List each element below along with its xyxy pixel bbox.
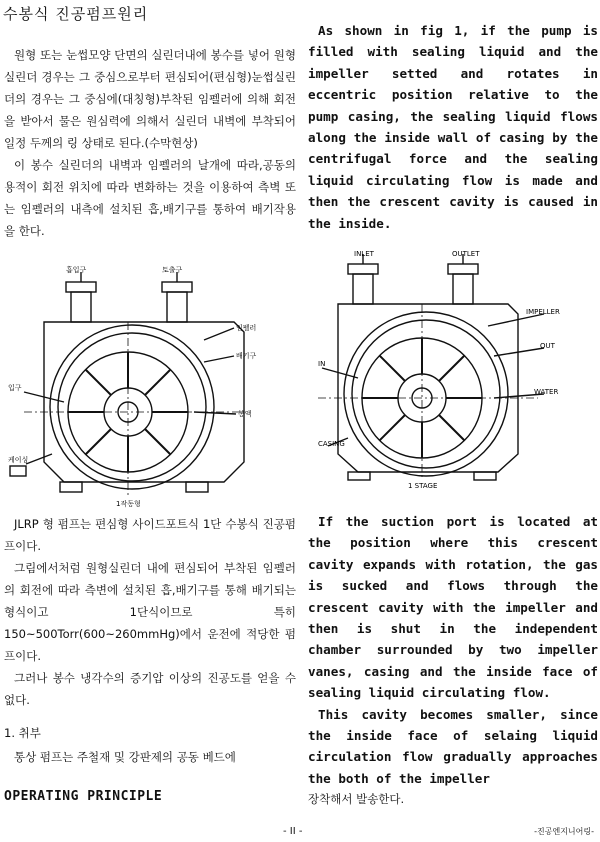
- left-fig-label-impeller: 임펠러: [236, 324, 257, 332]
- left-fig-label-exhaust: 배기구: [236, 352, 257, 360]
- right-fig-label-out: OUT: [540, 342, 555, 350]
- right-fig-label-in: IN: [318, 360, 326, 368]
- left-paragraph-6: 통상 펌프는 주철재 및 강판제의 공동 베드에: [14, 750, 236, 764]
- section-heading-mounting: 1. 취부: [4, 726, 41, 740]
- left-fig-label-outlet: 토출구: [162, 266, 183, 274]
- left-paragraph-5: 그러나 봉수 냉각수의 증기압 이상의 진공도를 얻을 수 없다.: [4, 671, 296, 707]
- page-title: 수봉식 진공펌프원리: [3, 5, 149, 23]
- left-fig-caption: 1작동형: [116, 500, 141, 508]
- right-paragraph-1: As shown in fig 1, if the pump is filled with sealing liquid and the impeller setted and rotates in eccentric position relative to the pump casing, the sealing liquid flows along the inside wall of casing by the centrifugal force and the sealing liquid circulating flow is made and then the crescent cavity is caused in the inside.: [308, 23, 598, 231]
- footer-page-number: - II -: [283, 826, 303, 837]
- right-paragraph-2: If the suction port is located at the position where this crescent cavity expands with rotation, the gas is sucked and flows through the crescent cavity with the impeller and then is shut in the independent chamber surrounded by two impeller vanes, casing and the inside face of sealing liquid circulating flow.: [308, 514, 598, 701]
- right-fig-caption: 1 STAGE: [408, 482, 438, 490]
- right-fig-label-water: WATER: [534, 388, 559, 396]
- left-pump-diagram: [4, 262, 296, 512]
- left-paragraph-1: 원형 또는 눈썹모양 단면의 실린더내에 봉수를 넣어 원형실린더 경우는 그 중심으로부터 편심되어(편심형)눈썹실린더의 경우는 그 중심에(대칭형)부착된 임펠러에 의해 회전을 받아서 물은 원심력에 의해서 실린더 내벽에 부착되어 일정 두께의 링 상태로 된다.(수막현상): [4, 48, 296, 150]
- right-lower-text: [308, 511, 598, 811]
- right-paragraph-3: This cavity becomes smaller, since the inside face of selaing liquid circulation flow gradually approaches the both of the impeller: [308, 706, 598, 786]
- right-intro-text: [308, 20, 598, 234]
- left-fig-label-inlet: 흡입구: [66, 266, 87, 274]
- left-intro-text: [4, 44, 296, 242]
- right-fig-label-impeller: IMPELLER: [526, 308, 560, 316]
- right-fig-label-casing: CASING: [318, 440, 345, 448]
- left-paragraph-4: 그림에서처럼 원형실린더 내에 편심되어 부착된 임펠러의 회전에 따라 측변에 설치된 흡,배기구를 통해 배기되는 형식이고 1단식이므로 특히 150~500Torr(600~260mmHg)에서 운전에 적당한 펌프이다.: [4, 561, 296, 663]
- left-fig-label-casing: 케이싱: [8, 456, 29, 464]
- heading-operating-principle: OPERATING PRINCIPLE: [4, 789, 163, 804]
- right-fig-label-inlet: INLET: [354, 250, 374, 258]
- left-paragraph-3: JLRP 형 펌프는 편심형 사이드포트식 1단 수봉식 진공펌프이다.: [4, 517, 296, 553]
- right-fig-label-outlet: OUTLET: [452, 250, 480, 258]
- left-paragraph-2: 이 봉수 실린더의 내벽과 임펠러의 날개에 따라,공동의 용적이 회전 위치에 따라 변화하는 것을 이용하여 측벽 또는 임펠러의 내측에 설치된 흡,배기구를 통하여 배기작용을 한다.: [4, 158, 296, 238]
- left-fig-label-intake: 입구: [8, 384, 22, 392]
- left-lower-text: [4, 513, 296, 711]
- footer-company: -진공엔지니어링-: [534, 827, 594, 836]
- left-fig-label-water: 봉액: [238, 410, 252, 418]
- right-paragraph-3-tail: 장착해서 발송한다.: [308, 792, 405, 807]
- right-pump-diagram: [308, 244, 598, 494]
